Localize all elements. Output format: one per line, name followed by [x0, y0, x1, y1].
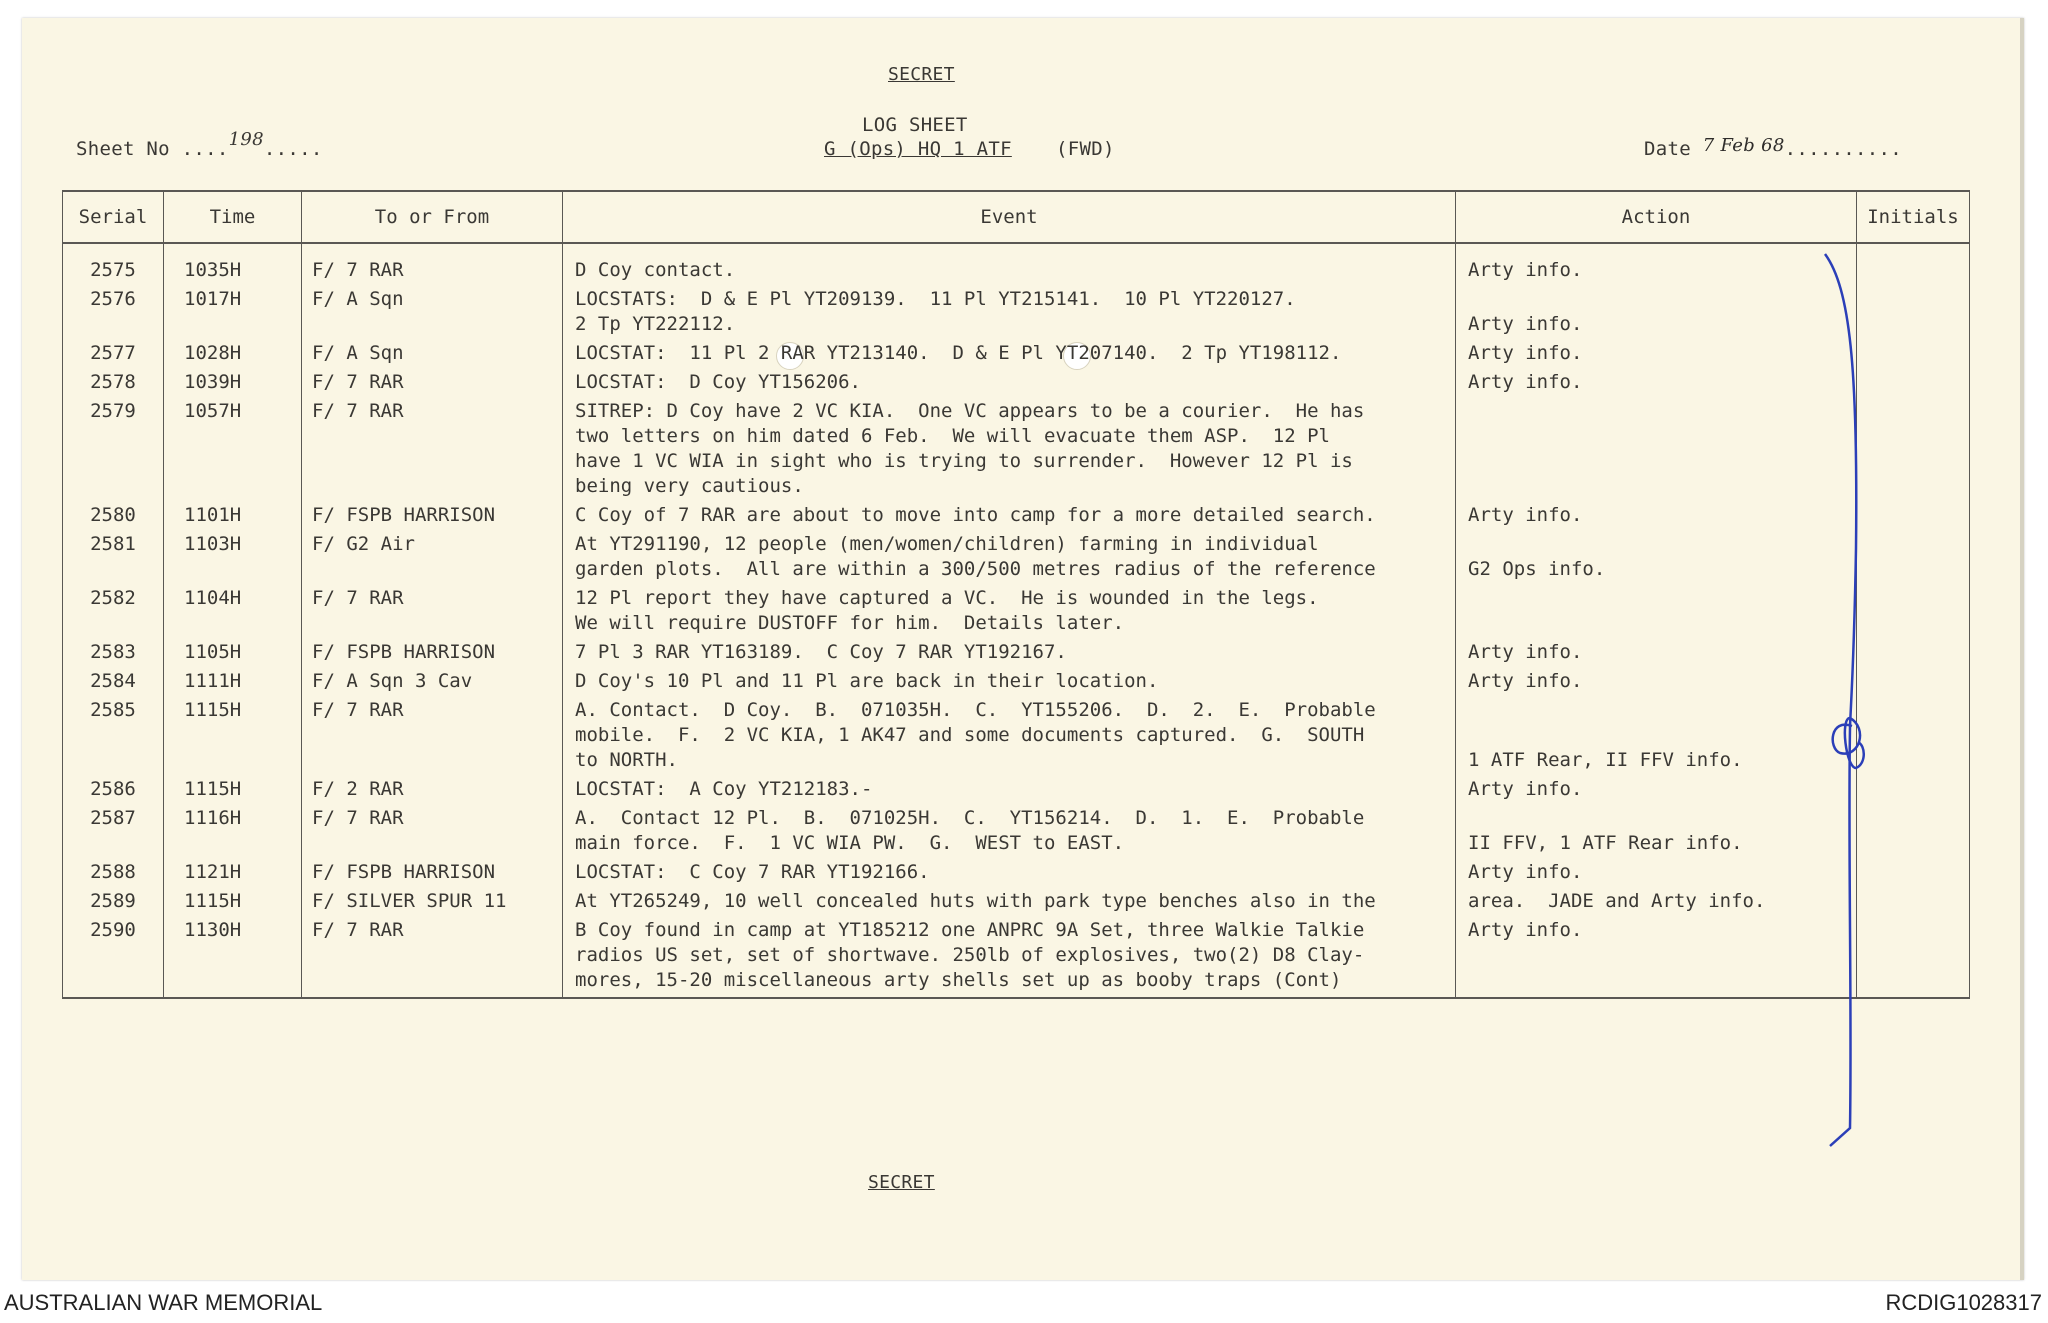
- entry-to-from: F/ 7 RAR: [302, 399, 563, 503]
- entry-event: LOCSTATS: D & E Pl YT209139. 11 Pl YT215141. 10 Pl YT220127. 2 Tp YT222112.: [563, 287, 1456, 341]
- entry-time: 1130H: [164, 918, 302, 998]
- log-entry-row: [63, 341, 1970, 370]
- entry-action: Arty info.: [1456, 669, 1857, 698]
- entry-time: 1057H: [164, 399, 302, 503]
- table-spacer: [63, 243, 1970, 258]
- entry-time: 1121H: [164, 860, 302, 889]
- entry-to-from: F/ A Sqn 3 Cav: [302, 669, 563, 698]
- entry-serial: 2587: [63, 806, 164, 860]
- entry-action: area. JADE and Arty info.: [1456, 889, 1857, 918]
- sheet-number-label: Sheet No ....198.....: [76, 129, 323, 160]
- entry-action: Arty info.: [1456, 258, 1857, 287]
- sheet-number-value: 198: [228, 129, 264, 150]
- log-entry-row: [63, 532, 1970, 586]
- col-time: Time: [164, 191, 302, 243]
- col-to-from: To or From: [302, 191, 563, 243]
- entry-action: Arty info.: [1456, 640, 1857, 669]
- entry-to-from: F/ FSPB HARRISON: [302, 640, 563, 669]
- entry-event: C Coy of 7 RAR are about to move into camp for a more detailed search.: [563, 503, 1456, 532]
- entry-event: LOCSTAT: A Coy YT212183.-: [563, 777, 1456, 806]
- entry-to-from: F/ 2 RAR: [302, 777, 563, 806]
- date-value: 7 Feb 68: [1702, 135, 1785, 156]
- entry-action: Arty info.: [1456, 341, 1857, 370]
- entry-serial: 2586: [63, 777, 164, 806]
- log-entry-row: [63, 806, 1970, 860]
- log-entry-row: [63, 399, 1970, 503]
- entry-time: 1105H: [164, 640, 302, 669]
- footer-record-id: RCDIG1028317: [1885, 1290, 2042, 1315]
- entry-action: Arty info.: [1456, 503, 1857, 532]
- archive-footer: [0, 1282, 2048, 1323]
- date-field: Date 7 Feb 68..........: [1644, 135, 1902, 160]
- entry-to-from: F/ G2 Air: [302, 532, 563, 586]
- entry-event: 7 Pl 3 RAR YT163189. C Coy 7 RAR YT192167.: [563, 640, 1456, 669]
- entry-time: 1035H: [164, 258, 302, 287]
- entry-to-from: F/ FSPB HARRISON: [302, 860, 563, 889]
- entry-serial: 2588: [63, 860, 164, 889]
- log-entry-row: [63, 287, 1970, 341]
- entry-event: B Coy found in camp at YT185212 one ANPRC 9A Set, three Walkie Talkie radios US set, set of shortwave. 250lb of explosives, two(2) D8 Clay- mores, 15-20 miscellaneous arty shells set up as booby traps (Cont): [563, 918, 1456, 998]
- entry-time: 1028H: [164, 341, 302, 370]
- entry-action: Arty info.: [1456, 370, 1857, 399]
- entry-to-from: F/ 7 RAR: [302, 918, 563, 998]
- entry-action: 1 ATF Rear, II FFV info.: [1456, 698, 1857, 777]
- entry-to-from: F/ 7 RAR: [302, 370, 563, 399]
- col-serial: Serial: [63, 191, 164, 243]
- log-entry-row: [63, 889, 1970, 918]
- entry-time: 1115H: [164, 889, 302, 918]
- log-entry-row: [63, 503, 1970, 532]
- entry-action: Arty info.: [1456, 860, 1857, 889]
- initials-pen-bracket: [1790, 248, 1900, 1153]
- classification-top: SECRET: [888, 64, 955, 85]
- entry-serial: 2590: [63, 918, 164, 998]
- entry-event: LOCSTAT: 11 Pl 2 RAR YT213140. D & E Pl YT207140. 2 Tp YT198112.: [563, 341, 1456, 370]
- log-sheet-title: LOG SHEET: [862, 114, 968, 136]
- entry-event: SITREP: D Coy have 2 VC KIA. One VC appears to be a courier. He has two letters on him dated 6 Feb. We will evacuate them ASP. 12 Pl have 1 VC WIA in sight who is trying to surrender. However 12 Pl is being very cautious.: [563, 399, 1456, 503]
- entry-event: D Coy's 10 Pl and 11 Pl are back in their location.: [563, 669, 1456, 698]
- entry-time: 1101H: [164, 503, 302, 532]
- unit-heading: G (Ops) HQ 1 ATF: [824, 138, 1012, 160]
- log-table: [62, 190, 1970, 999]
- entry-time: 1039H: [164, 370, 302, 399]
- log-entry-row: [63, 698, 1970, 777]
- entry-action: II FFV, 1 ATF Rear info.: [1456, 806, 1857, 860]
- entry-to-from: F/ A Sqn: [302, 287, 563, 341]
- entry-serial: 2585: [63, 698, 164, 777]
- entry-event: A. Contact 12 Pl. B. 071025H. C. YT156214. D. 1. E. Probable main force. F. 1 VC WIA PW. G. WEST to EAST.: [563, 806, 1456, 860]
- entry-to-from: F/ 7 RAR: [302, 806, 563, 860]
- entry-serial: 2576: [63, 287, 164, 341]
- entry-time: 1103H: [164, 532, 302, 586]
- log-entry-row: [63, 669, 1970, 698]
- log-entry-row: [63, 370, 1970, 399]
- log-entry-row: [63, 777, 1970, 806]
- footer-institution: AUSTRALIAN WAR MEMORIAL: [4, 1290, 323, 1315]
- entry-to-from: F/ FSPB HARRISON: [302, 503, 563, 532]
- entry-action: G2 Ops info.: [1456, 532, 1857, 586]
- entry-to-from: F/ SILVER SPUR 11: [302, 889, 563, 918]
- col-initials: Initials: [1857, 191, 1970, 243]
- log-entry-row: [63, 918, 1970, 998]
- entry-to-from: F/ 7 RAR: [302, 698, 563, 777]
- entry-serial: 2577: [63, 341, 164, 370]
- entry-time: 1116H: [164, 806, 302, 860]
- entry-time: 1017H: [164, 287, 302, 341]
- entry-serial: 2578: [63, 370, 164, 399]
- entry-serial: 2580: [63, 503, 164, 532]
- log-entry-row: [63, 640, 1970, 669]
- entry-event: 12 Pl report they have captured a VC. He is wounded in the legs. We will require DUSTOFF for him. Details later.: [563, 586, 1456, 640]
- entry-event: At YT291190, 12 people (men/women/children) farming in individual garden plots. All are within a 300/500 metres radius of the reference: [563, 532, 1456, 586]
- classification-bottom: SECRET: [868, 1172, 935, 1193]
- entry-serial: 2584: [63, 669, 164, 698]
- log-table-header: [63, 191, 1970, 243]
- entry-time: 1115H: [164, 698, 302, 777]
- log-entry-row: [63, 258, 1970, 287]
- entry-serial: 2581: [63, 532, 164, 586]
- entry-time: 1111H: [164, 669, 302, 698]
- col-action: Action: [1456, 191, 1857, 243]
- entry-serial: 2582: [63, 586, 164, 640]
- entry-event: A. Contact. D Coy. B. 071035H. C. YT155206. D. 2. E. Probable mobile. F. 2 VC KIA, 1 AK47 and some documents captured. G. SOUTH to NORTH.: [563, 698, 1456, 777]
- entry-to-from: F/ 7 RAR: [302, 258, 563, 287]
- entry-serial: 2583: [63, 640, 164, 669]
- entry-serial: 2589: [63, 889, 164, 918]
- log-entry-row: [63, 586, 1970, 640]
- entry-serial: 2579: [63, 399, 164, 503]
- entry-to-from: F/ 7 RAR: [302, 586, 563, 640]
- col-event: Event: [563, 191, 1456, 243]
- entry-action: Arty info.: [1456, 287, 1857, 341]
- log-entry-row: [63, 860, 1970, 889]
- unit-suffix: (FWD): [1056, 138, 1115, 160]
- entry-event: At YT265249, 10 well concealed huts with park type benches also in the: [563, 889, 1456, 918]
- entry-serial: 2575: [63, 258, 164, 287]
- entry-event: LOCSTAT: C Coy 7 RAR YT192166.: [563, 860, 1456, 889]
- entry-time: 1115H: [164, 777, 302, 806]
- entry-action: Arty info.: [1456, 918, 1857, 998]
- entry-action: Arty info.: [1456, 777, 1857, 806]
- entry-event: LOCSTAT: D Coy YT156206.: [563, 370, 1456, 399]
- entry-event: D Coy contact.: [563, 258, 1456, 287]
- entry-to-from: F/ A Sqn: [302, 341, 563, 370]
- entry-time: 1104H: [164, 586, 302, 640]
